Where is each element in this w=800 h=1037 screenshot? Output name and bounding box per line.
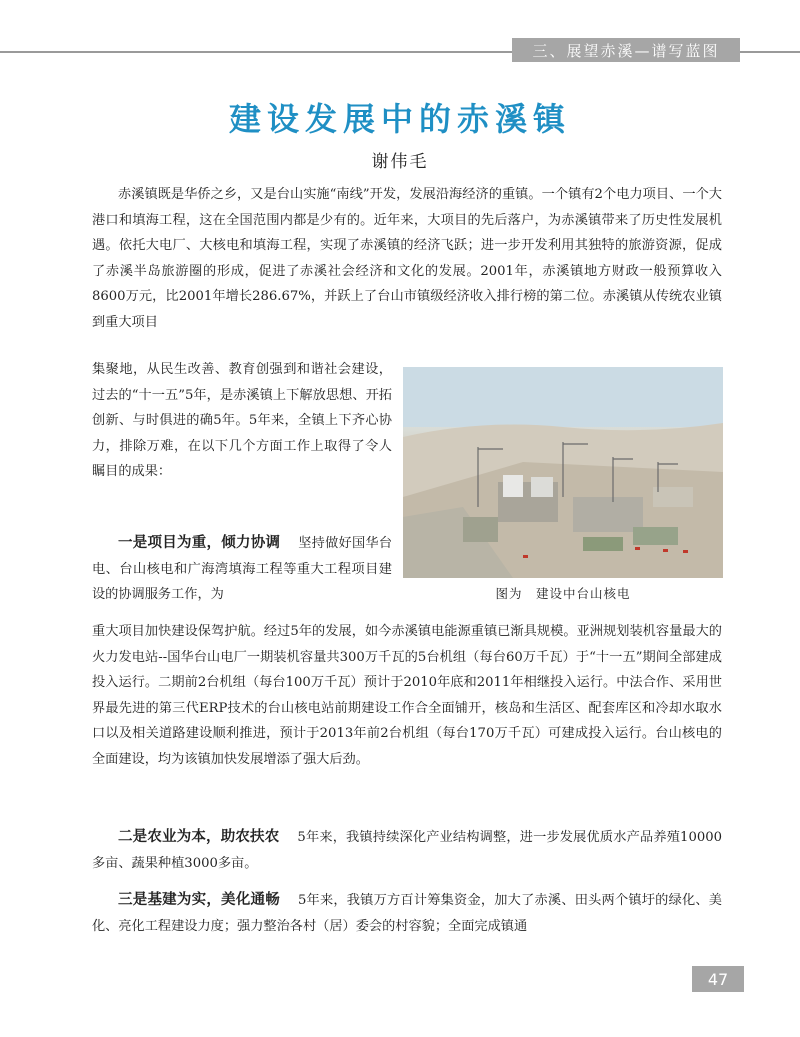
section-header	[0, 38, 800, 66]
section-title: 三、展望赤溪—谱写蓝图	[512, 38, 740, 62]
section-1-heading: 一是项目为重，倾力协调	[118, 534, 281, 551]
paragraph-intro: 赤溪镇既是华侨之乡，又是台山实施“南线”开发，发展沿海经济的重镇。一个镇有2个电力项目、一个大港口和填海工程，这在全国范围内都是少有的。近年来，大项目的先后落户，为赤溪镇带来了历史性发展机遇。依托大电厂、大核电和填海工程，实现了赤溪镇的经济飞跃；进一步开发利用其独特的旅游资源，促成了赤溪半岛旅游圈的形成，促进了赤溪社会经济和文化的发展。2001年，赤溪镇地方财政一般预算收入8600万元，比2001年增长286.67%，并跃上了台山市镇级经济收入排行榜的第二位。赤溪镇从传统农业镇到重大项目	[92, 187, 722, 330]
section-1-intro: 坚持做好国华台电、台山核电和广海湾填海工程等重大工程项目建设的协调服务工作，为	[92, 536, 393, 602]
paragraph-section-2	[92, 824, 722, 876]
section-3-text: 5年来，我镇万方百计筹集资金，加大了赤溪、田头两个镇圩的绿化、美化、亮化工程建设力度；强力整治各村（居）委会的村容貌；全面完成镇通	[92, 893, 722, 934]
paragraph-section-3	[92, 887, 722, 939]
paragraph-section-1-rest: 重大项目加快建设保驾护航。经过5年的发展，如今赤溪镇电能源重镇已渐具规模。亚洲规划装机容量最大的火力发电站--国华台山电厂一期装机容量共300万千瓦的5台机组（每台60万千瓦）于“十一五”期间全部建成投入运行。二期前2台机组（每台100万千瓦）预计于2010年底和2011年相继投入运行。中法合作、采用世界最先进的第三代ERP技术的台山核电站前期建设工作合全面铺开，核岛和生活区、配套库区和冷却水取水口以及相关道路建设顺利推进，预计于2013年前2台机组（每台170万千瓦）可建成投入运行。台山核电的全面建设，均为该镇加快发展增添了强大后劲。	[92, 624, 722, 767]
page-number: 47	[692, 966, 744, 992]
paragraph-section-1-start	[92, 530, 392, 608]
section-3-heading: 三是基建为实，美化通畅	[118, 891, 280, 908]
section-2-text: 5年来，我镇持续深化产业结构调整，进一步发展优质水产品养殖10000多亩、蔬果种植3000多亩。	[92, 830, 723, 871]
article-author: 谢伟毛	[371, 152, 429, 172]
section-2-heading: 二是农业为本，助农扶农	[118, 828, 280, 845]
nuclear-plant-photo	[403, 367, 723, 578]
article-title: 建设发展中的赤溪镇	[228, 100, 571, 138]
paragraph-intro-continued: 集聚地，从民生改善、教育创强到和谐社会建设，过去的“十一五”5年，是赤溪镇上下解放思想、开拓创新、与时俱进的确5年。5年来，全镇上下齐心协力，排除万难，在以下几个方面工作上取得了令人瞩目的成果：	[92, 362, 392, 479]
construction-site-illustration	[403, 367, 723, 578]
photo-caption: 图为 建设中台山核电	[495, 586, 631, 601]
